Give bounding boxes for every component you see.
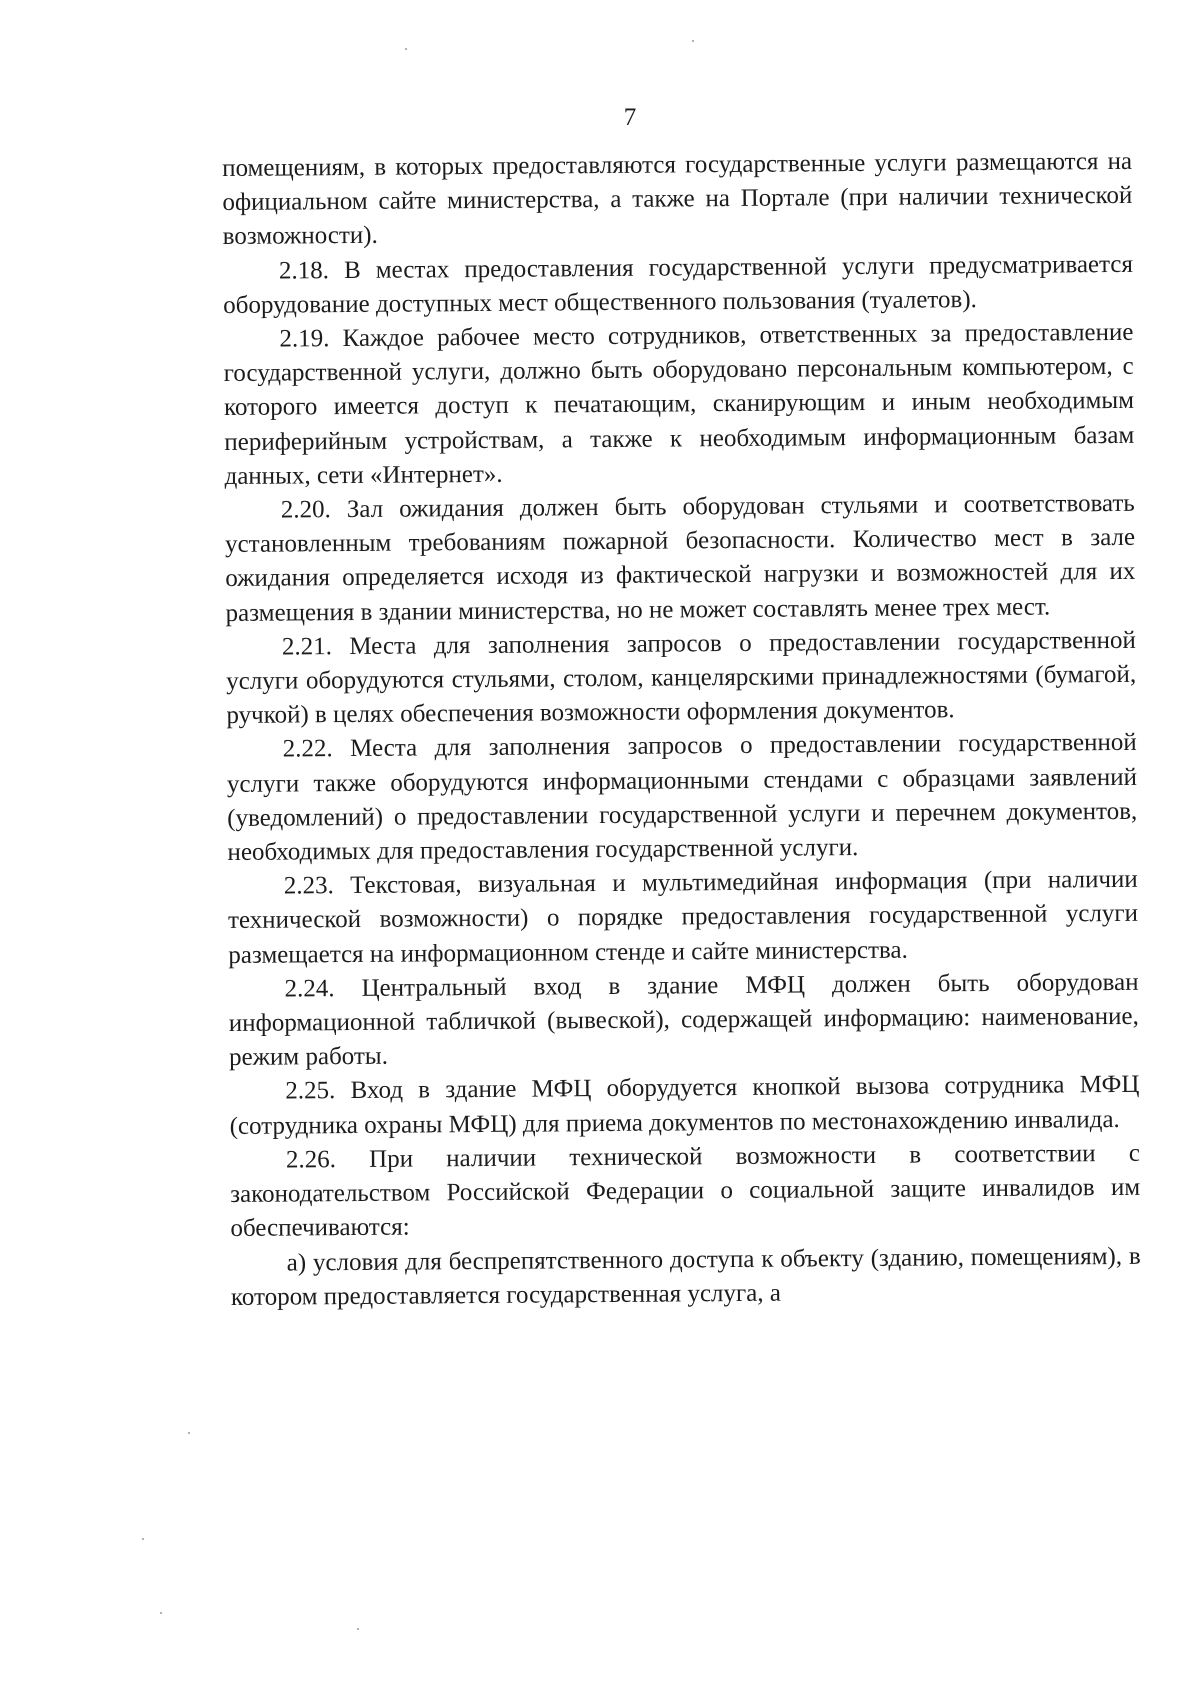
paragraph-continuation: помещениям, в которых предоставляются государственные услуги размещаются на официальном сайте министерства, а также на Портале (при наличии технической возможности).	[222, 147, 1133, 251]
scan-speck	[142, 1538, 144, 1540]
page-number: 7	[623, 104, 637, 131]
paragraph-2-23: 2.23. Текстовая, визуальная и мультимедийная информация (при наличии технической возможности) о порядке предоставления государственной услуги размещается на информационном стенде и сайте министерства.	[227, 866, 1139, 969]
paragraph-2-25: 2.25. Вход в здание МФЦ оборудуется кнопкой вызова сотрудника МФЦ (сотрудника охраны МФЦ) для приема документов по местонахождению инвалида.	[229, 1071, 1140, 1140]
paragraph-2-26: 2.26. При наличии технической возможности в соответствии с законодательством Российской Федерации о социальной защите инвалидов им обеспечиваются:	[230, 1139, 1141, 1243]
paragraph-2-24: 2.24. Центральный вход в здание МФЦ должен быть оборудован информационной табличкой (вывеской), содержащей информацию: наименование, режим работы.	[228, 968, 1139, 1072]
scan-speck	[405, 48, 407, 50]
scan-speck	[188, 1432, 190, 1434]
scan-speck	[692, 40, 694, 42]
paragraph-2-21: 2.21. Места для заполнения запросов о предоставлении государственной услуги оборудуются стульями, столом, канцелярскими принадлежностями (бумагой, ручкой) в целях обеспечения возможности оформления документов.	[226, 626, 1137, 730]
scan-speck	[357, 1628, 359, 1630]
document-body	[222, 145, 1141, 1315]
scan-speck	[160, 1612, 162, 1614]
paragraph-2-22: 2.22. Места для заполнения запросов о предоставлении государственной услуги также оборудуются информационными стендами с образцами заявлений (уведомлений) о предоставлении государственной услуги и перечнем документов, необходимых для предоставления государственной услуги.	[226, 729, 1138, 867]
paragraph-2-18: 2.18. В местах предоставления государственной услуги предусматривается оборудование доступных мест общественного пользования (туалетов).	[223, 250, 1134, 319]
paragraph-2-19: 2.19. Каждое рабочее место сотрудников, ответственных за предоставление государственной услуги, должно быть оборудовано персональным компьютером, с которого имеется доступ к печатающим, сканирующим и иным необходимым периферийным устройствам, а также к необходимым информационным базам данных, сети «Интернет».	[223, 318, 1135, 490]
paragraph-2-20: 2.20. Зал ожидания должен быть оборудован стульями и соответствовать установленным требованиям пожарной безопасности. Количество мест в зале ожидания определяется исходя из фактической нагрузки и возможностей для их размещения в здании министерства, но не может составлять менее трех мест.	[224, 489, 1136, 627]
paragraph-2-26-a: а) условия для беспрепятственного доступа к объекту (зданию, помещениям), в котором предоставляется государственная услуга, а	[230, 1242, 1141, 1311]
